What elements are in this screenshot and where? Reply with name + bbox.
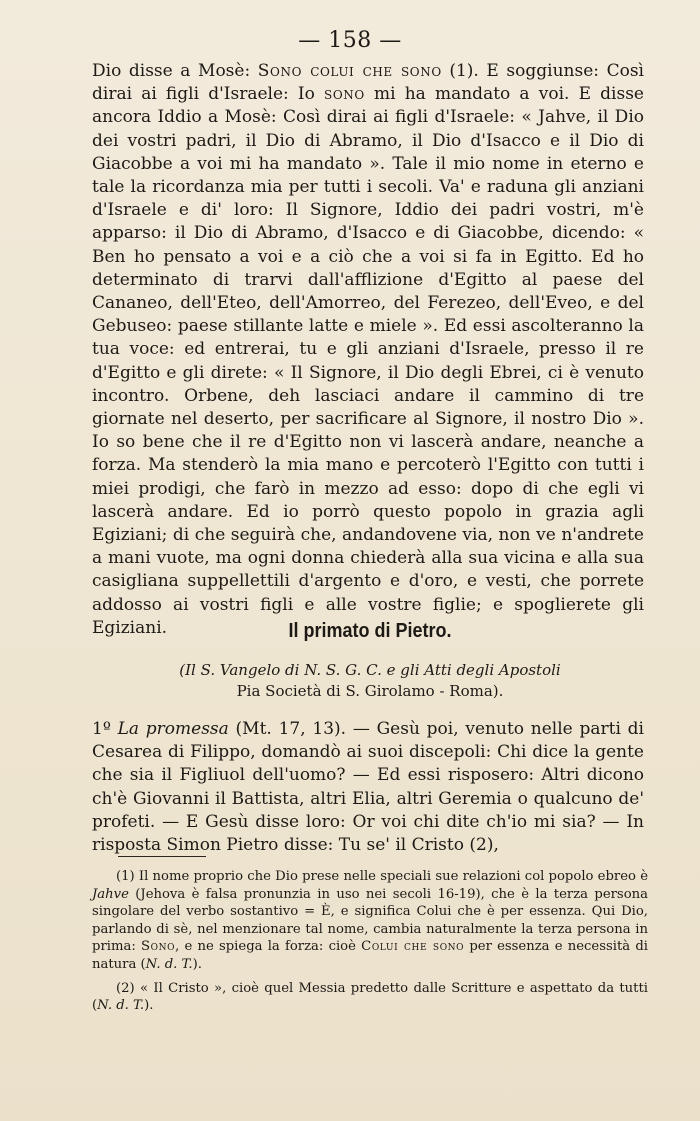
passage-text: Dio disse a Mosè: [92, 61, 258, 81]
page-number: — 158 — [298, 28, 402, 53]
source-publisher-line: Pia Società di S. Girolamo - Roma). [236, 682, 504, 700]
passage-text: (1). E soggiunse: Così dirai ai figli d'Israele: Io [92, 61, 644, 105]
footnote-italic: Jahve [92, 886, 129, 902]
subsection-title: La promessa [117, 719, 229, 739]
footnote-text: ). [192, 956, 202, 972]
section-source [0, 660, 700, 702]
section-heading: Il primato di Pietro. [288, 618, 452, 642]
footnote-text: , e ne spiega la forza: cioè [175, 939, 362, 955]
footnote-divider [118, 856, 206, 857]
footnote-text: (Jehova è falsa pronunzia in uso nei secoli 16-19), che è la terza persona singolare del verbo sostantivo = È, e significa Colui che è per essenza. Qui Dio, parlando di sè, nel menzionare tal nome, cambia naturalmente la terza persona in prima: [92, 886, 648, 955]
small-caps-word: sono [324, 84, 365, 105]
passage-text: mi ha mandato a voi. E disse ancora Iddio a Mosè: Così dirai ai figli d'Israele: « Jahve, il Dio dei vostri padri, il Dio di Abramo, il Dio d'Isacco e il Dio di Giacobbe a voi mi ha mandato ». Tale il mio nome in eterno e tale la ricordanza mia per tutti i secoli. Va' e raduna gli anziani d'Israele e di' loro: Il Signore, Iddio dei padri vostri, m'è apparso: il Dio di Abramo, d'Isacco e di Giacobbe, dicendo: « Ben ho pensato a voi e a ciò che a voi si fa in Egitto. Ed ho determinato di trarvi dall'afflizione d'Egitto al paese del Cananeo, dell'Eteo, dell'Amorreo, del Ferezeo, dell'Eveo, e del Gebuseo: paese stillante latte e miele ». Ed essi ascolteranno la tua voce: ed entrerai, tu e gli anziani d'Israele, presso il re d'Egitto e gli direte: « Il Signore, il Dio degli Ebrei, ci è venuto incontro. Orbene, deh lasciaci andare il cammino di tre giornate nel deserto, per sacrificare al Signore, il nostro Dio ». Io so bene che il re d'Egitto non vi lascerà andare, neanche a forza. Ma stenderò la mia mano e percoterò l'Egitto con tutti i miei prodigi, che farò in mezzo ad esso: dopo di che egli vi lascerà andare. Ed io porrò questo popolo in grazia agli Egiziani; di che seguirà che, andandovene via, non ve n'andrete a mani vuote, ma ogni donna chiederà alla sua vicina e alla sua casigliana suppellettili d'argento e d'oro, e vesti, che porrete addosso ai vostri figli e alle vostre figlie; e spoglierete gli Egiziani. [92, 84, 644, 638]
footnote-italic: N. d. T. [97, 998, 145, 1014]
footnote-text: per essenza e necessità di natura ( [92, 939, 649, 972]
footnotes [92, 868, 648, 1021]
footnote-small-caps: Sono [140, 939, 176, 955]
main-passage [92, 60, 644, 640]
footnote-italic: N. d. T. [145, 956, 193, 972]
passage-text: (Mt. 17, 13). — Gesù poi, venuto nelle parti di Cesarea di Filippo, domandò ai suoi discepoli: Chi dice la gente che sia il Figliuol dell'uomo? — Ed essi risposero: Altri dicono ch'è Giovanni il Battista, altri Elia, altri Geremia o qualcuno de' profeti. — E Gesù disse loro: Or voi chi dite ch'io mi sia? — In risposta Simon Pietro disse: Tu se' il Cristo (2), [92, 719, 644, 856]
source-title-line: (Il S. Vangelo di N. S. G. C. e gli Atti degli Apostoli [179, 661, 561, 679]
footnote-2 [92, 980, 648, 1015]
footnote-text: (1) Il nome proprio che Dio prese nelle speciali sue relazioni col popolo ebreo è [116, 869, 648, 884]
footnote-1 [92, 868, 648, 974]
small-caps-phrase: Sono colui che sono [257, 61, 442, 81]
footnote-text: (2) « Il Cristo », cioè quel Messia predetto dalle Scritture e aspettato da tutti ( [92, 980, 648, 1014]
footnote-small-caps: Colui che sono [361, 939, 465, 955]
footnote-text: ). [144, 998, 154, 1014]
second-passage [92, 718, 644, 857]
subsection-number: 1º [92, 719, 118, 739]
